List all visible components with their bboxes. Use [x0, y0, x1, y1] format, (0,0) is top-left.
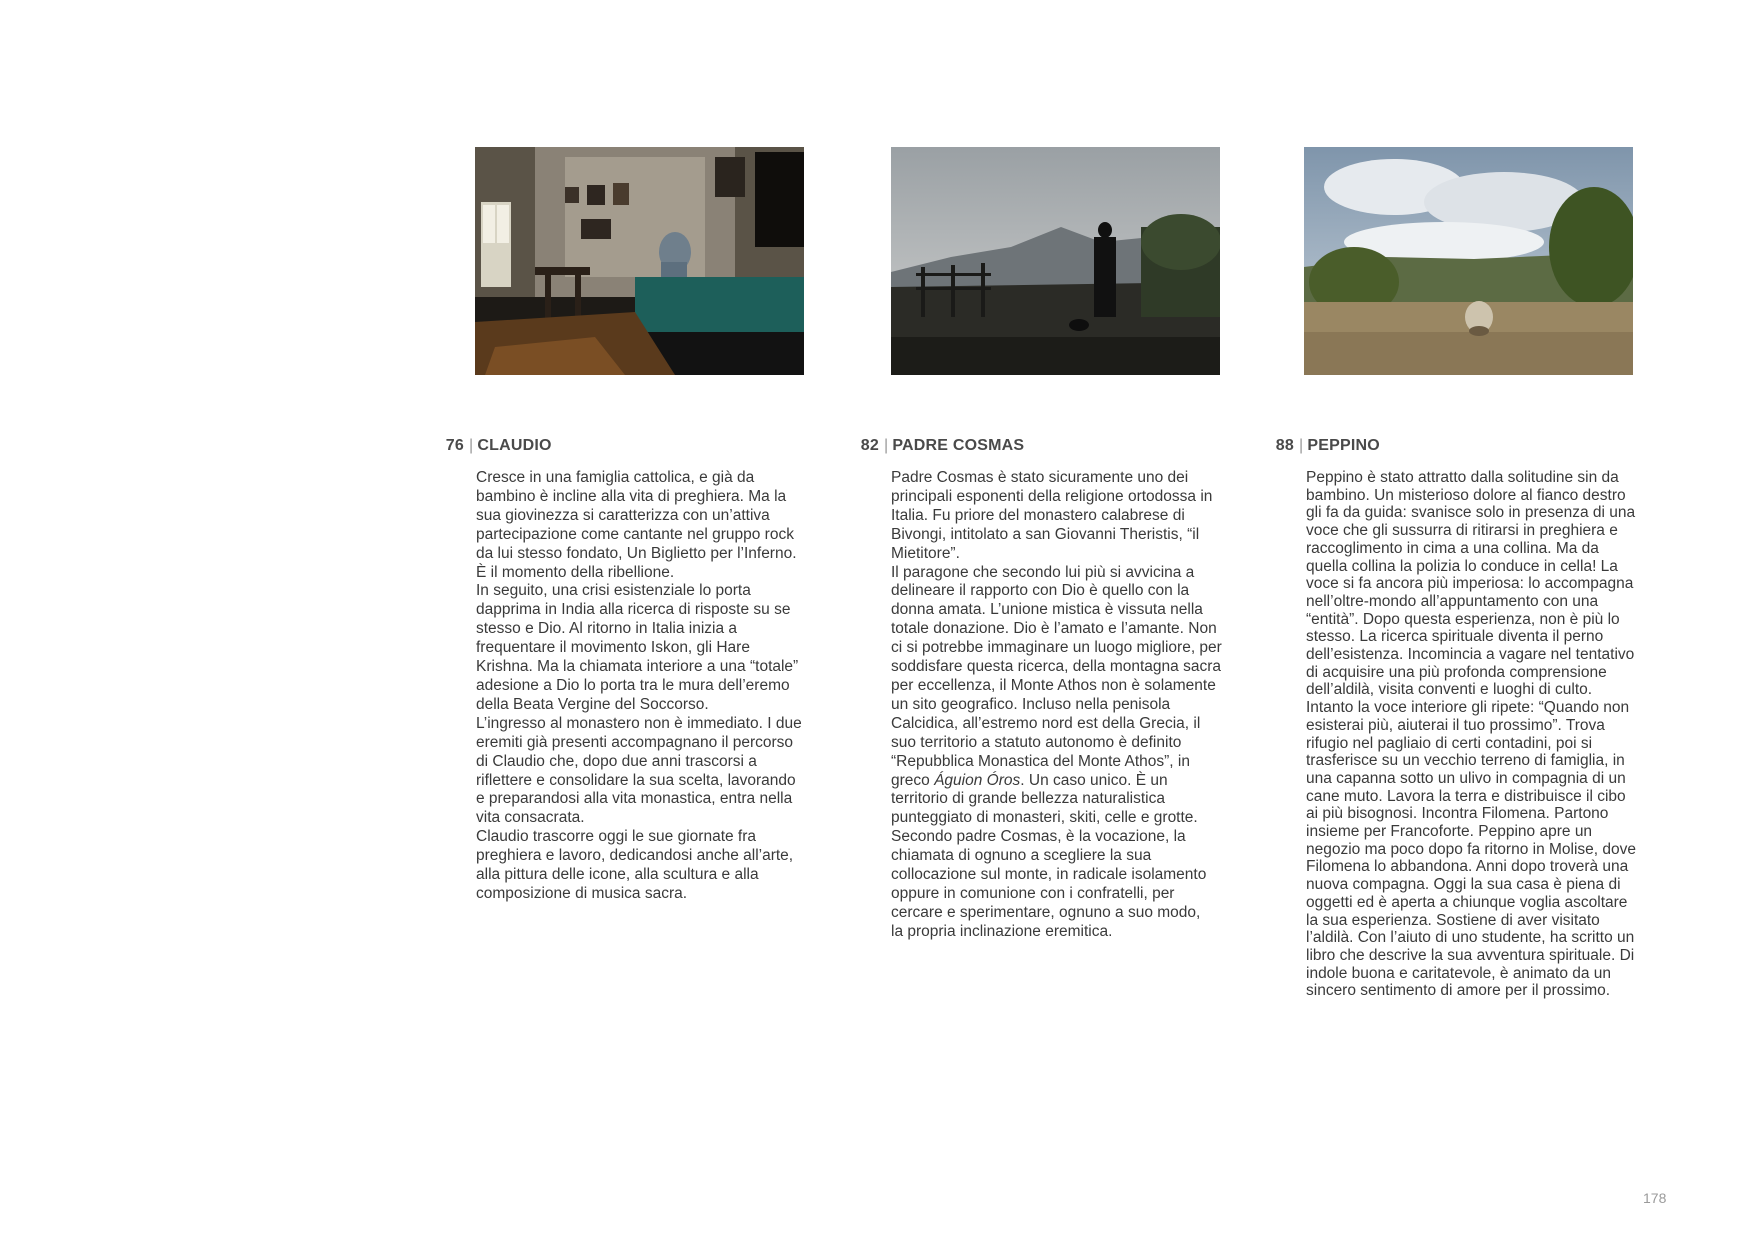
paragraph: L’ingresso al monastero non è immediato. I due eremiti già presenti accompagnano il percorso di Claudio che, dopo due anni trascorsi a riflettere e consolidare la sua scelta, lavorando e preparandosi alla vita monastica, entra nella vita consacrata.: [476, 714, 802, 827]
entry-name: CLAUDIO: [477, 437, 552, 454]
paragraph: Cresce in una famiglia cattolica, e già da bambino è incline alla vita di preghiera. Ma la sua giovinezza si caratterizza con un’attiva partecipazione come cantante nel gruppo rock da lui stesso fondato, Un Biglietto per l’Inferno. È il momento della ribellione.: [476, 469, 797, 581]
heading-separator: |: [469, 437, 474, 454]
paragraph: Claudio trascorre oggi le sue giornate fra preghiera e lavoro, dedicandosi anche all’arte, alla pittura delle icone, alla scultura e alla composizione di musica sacra.: [476, 828, 794, 902]
paragraph: Peppino è stato attratto dalla solitudine sin da bambino. Un misterioso dolore al fianco destro gli fa da guida: svanisce solo in presenza di una voce che gli sussurra di ritirarsi in preghiera e raccoglimento in cima a una collina. Ma da quella collina la polizia lo conduce in cella! La voce si fa ancora più imperiosa: lo accompagna nell’oltre-mondo all’appuntamento con una “entità”. Dopo questa esperienza, non è più lo stesso. La ricerca spirituale diventa il perno dell’esistenza. Incomincia a vagare nel tentativo di acquisire una più profonda comprensione dell’aldilà, visita conventi e luoghi di culto. Intanto la voce interiore gli ripete: “Quando non esisterai più, aiuterai il tuo prossimo”. Trova rifugio nel pagliaio di certi contadini, poi si trasferisce su un vecchio terreno di famiglia, in una capanna sotto un ulivo in compagnia di un cane muto. Lavora la terra e distribuisce il cibo ai più bisognosi. Incontra Filomena. Partono insieme per Francoforte. Peppino apre un negozio ma poco dopo fa ritorno in Molise, dove Filomena lo abbandona. Anni dopo troverà una nuova compagna. Oggi la sua casa è piena di oggetti ed è aperta a chiunque voglia ascoltare la sua esperienza. Sostiene di aver visitato l’aldilà. Con l’aiuto di uno studente, ha scritto un libro che descrive la sua avventura spirituale. Di indole buona e caritatevole, è animato da un sincero sentimento di amore per il prossimo.: [1306, 469, 1637, 1000]
entry-heading: [430, 434, 808, 458]
paragraph: [891, 564, 1223, 923]
paragraph-tail: . Un caso unico. È un territorio di grande bellezza naturalistica punteggiato di monasteri, skiti, celle e grotte. Secondo padre Cosmas, è la vocazione, la chiamata di ognuno a scegliere la sua collocazione sul monte, in radicale isolamento oppure in comunione con i confratelli, per cercare e sperimentare, ognuno a suo modo,: [891, 771, 1207, 921]
entry-heading: [1260, 434, 1640, 458]
heading-separator: |: [1299, 437, 1304, 454]
photo-peppino: [1304, 147, 1633, 375]
entry-number: 82: [860, 437, 879, 454]
entry-text: [1306, 469, 1640, 1000]
entry-name: PADRE COSMAS: [892, 437, 1025, 454]
entry-peppino: [1260, 434, 1640, 1000]
photo-claudio: [475, 147, 804, 375]
paragraph-text: Il paragone che secondo lui più si avvicina a delineare il rapporto con Dio è quello con la donna amata. L’unione mistica è vissuta nella totale donazione. Dio è l’amato e l’amante. Non ci si potrebbe immaginare un luogo migliore, per soddisfare questa ricerca, della montagna sacra per eccellenza, il Monte Athos non è solamente un sito geografico. Incluso nella penisola Calcidica, all’estremo nord est della Grecia, il suo territorio a statuto autonomo è definito “Repubblica Monastica del Monte Athos”, in greco: [891, 563, 1222, 789]
closing-line: la propria inclinazione eremitica.: [891, 922, 1113, 940]
entry-number: 88: [1275, 437, 1294, 454]
paragraph: Padre Cosmas è stato sicuramente uno dei principali esponenti della religione ortodossa in Italia. Fu priore del monastero calabrese di Bivongi, intitolato a san Giovanni Theristis, “il Mietitore”.: [891, 469, 1213, 562]
paragraph: In seguito, una crisi esistenziale lo porta dapprima in India alla ricerca di risposte su se stesso e Dio. Al ritorno in Italia inizia a frequentare il movimento Iskon, gli Hare Krishna. Ma la chiamata interiore a una “totale” adesione a Dio lo porta tra le mura dell’eremo della Beata Vergine del Soccorso.: [476, 582, 799, 713]
italic-term: Águion Óros: [934, 771, 1021, 789]
entry-padre-cosmas: [845, 434, 1223, 942]
entry-heading: [845, 434, 1223, 458]
heading-separator: |: [884, 437, 889, 454]
entry-name: PEPPINO: [1307, 437, 1380, 454]
photo-padre-cosmas: [891, 147, 1220, 375]
entry-number: 76: [445, 437, 464, 454]
page-number: 178: [1643, 1190, 1667, 1206]
entry-text: [891, 469, 1223, 942]
entry-text: [476, 469, 808, 904]
entry-claudio: [430, 434, 808, 904]
